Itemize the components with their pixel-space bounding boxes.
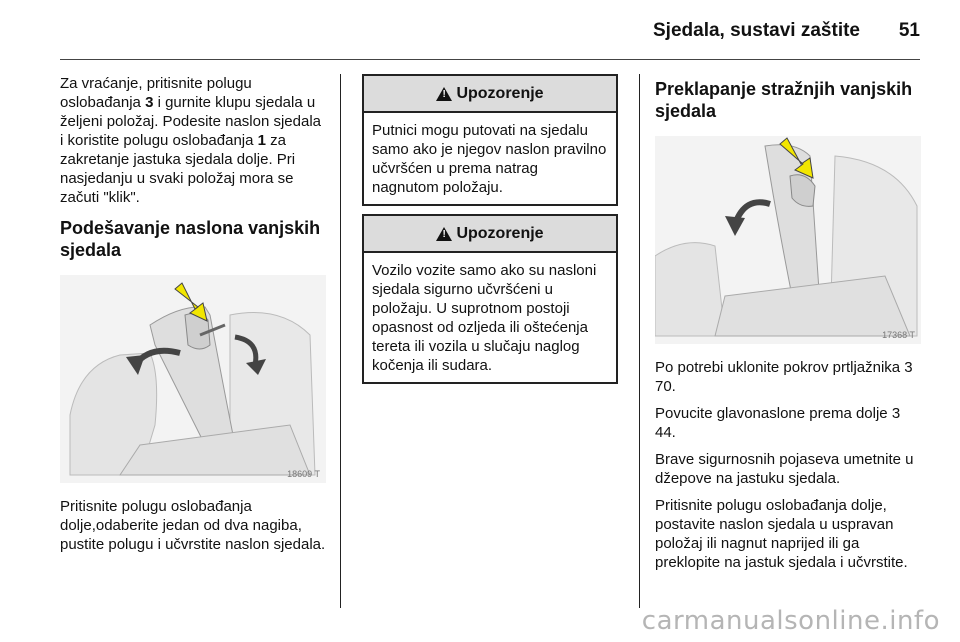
warning-triangle-icon	[436, 227, 452, 241]
warning-header	[364, 216, 616, 253]
seat-adjust-illustration	[60, 275, 326, 483]
lever-ref-3: 3	[145, 94, 154, 111]
section-heading-adjust: Podešavanje naslona vanjskih sjedala	[60, 218, 321, 260]
paragraph: Po potrebi uklonite pokrov prtljažnika 3 70.	[655, 359, 913, 395]
warning-box-2	[362, 214, 618, 384]
middle-column	[362, 74, 618, 392]
figure-seat-adjust	[60, 275, 326, 483]
watermark: carmanualsonline.info	[641, 606, 940, 636]
header-divider	[60, 59, 920, 60]
left-column	[60, 74, 326, 562]
column-divider-right	[639, 74, 640, 608]
intro-paragraph: Za vraćanje, pritisnite polugu oslobađanja 3 i gurnite klupu sjedala u željeni položaj. Podesite naslon sjedala i koristite polugu oslobađanja 1 za zakretanje jastuka sjedala dolje. Pri nasjedanju u svaki položaj mora se začuti "klik".	[60, 75, 322, 206]
seat-fold-illustration	[655, 136, 921, 344]
figure-id: 17368 T	[882, 330, 915, 340]
warning-triangle-icon	[436, 87, 452, 101]
column-divider-left	[340, 74, 341, 608]
instruction-paragraph: Pritisnite polugu oslobađanja dolje,odaberite jedan od dva nagiba, pustite polugu i učvrstite naslon sjedala.	[60, 498, 326, 553]
figure-id: 18609 T	[287, 469, 320, 479]
paragraph: Povucite glavonaslone prema dolje 3 44.	[655, 405, 901, 441]
paragraph: Brave sigurnosnih pojaseva umetnite u džepove na jastuku sjedala.	[655, 451, 914, 487]
warning-title: Upozorenje	[456, 84, 544, 102]
right-column	[655, 74, 921, 580]
figure-seat-fold	[655, 136, 921, 344]
warning-text: Putnici mogu putovati na sjedalu samo ako je njegov naslon pravilno učvršćen u prema natrag nagnutom položaju.	[372, 122, 607, 196]
section-title: Sjedala, sustavi zaštite	[653, 20, 860, 41]
warning-title: Upozorenje	[456, 224, 544, 242]
section-heading-fold: Preklapanje stražnjih vanjskih sjedala	[655, 79, 913, 121]
warning-header	[364, 76, 616, 113]
warning-box-1	[362, 74, 618, 206]
paragraph: Pritisnite polugu oslobađanja dolje, postavite naslon sjedala u uspravan položaj ili nagnut naprijed ili ga preklopite na jastuk sjedala i učvrstite.	[655, 497, 908, 571]
lever-ref-1: 1	[257, 132, 266, 149]
page-number: 51	[898, 20, 920, 41]
warning-text: Vozilo vozite samo ako su nasloni sjedala sigurno učvršćeni u položaju. U suprotnom postoji opasnost od ozljeda ili oštećenja tereta ili vozila u slučaju naglog kočenja ili sudara.	[372, 262, 597, 374]
